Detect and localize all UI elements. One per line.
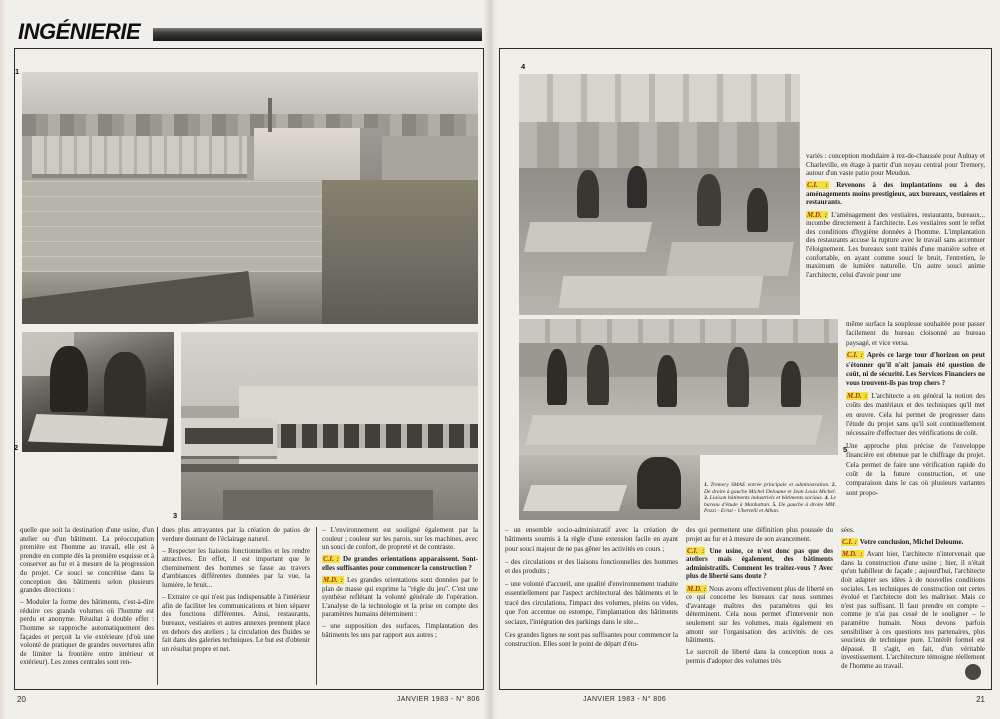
- body-text: des qui permettent une définition plus poussée du projet au fur et à mesure de son avancement.: [686, 526, 833, 543]
- caption-number: 3.: [704, 495, 709, 502]
- photo-3-building-link: [181, 332, 478, 520]
- column-rule: [316, 527, 317, 685]
- photo-texture: [547, 349, 567, 405]
- qa-label-ci: C.I. :: [807, 181, 828, 190]
- question-text: Après ce large tour d'horizon on peut s'étonner qu'il n'ait jamais été question de coût, ni de sécurité. Les Services Financiers ne vous trouvent-ils pas trop chers ?: [846, 351, 985, 388]
- paragraph: [686, 526, 833, 543]
- photo-1-aerial-site: [22, 72, 478, 324]
- header-bar: [153, 28, 482, 41]
- paragraph: [505, 558, 678, 577]
- article-column-right-C: [841, 526, 985, 688]
- body-text: variés : conception modulaire à rez-de-chaussée pour Aulnay et Charleville, en étage à partir d'un noyau central pour Tremery, autour d'un vaste patio pour Meudon.: [806, 152, 985, 178]
- photo-label-5: 5: [843, 445, 848, 454]
- photo-texture: [525, 415, 822, 445]
- question-text: Votre conclusion, Michel Deloume.: [859, 538, 964, 547]
- photo-texture: [666, 242, 794, 276]
- paragraph: [806, 152, 985, 178]
- paragraph: [841, 550, 985, 670]
- photo-texture: [181, 464, 478, 472]
- paragraph: [841, 538, 985, 547]
- qa-label-md: M.D. :: [847, 392, 868, 401]
- photo-texture: [747, 188, 768, 232]
- paragraph: [846, 320, 985, 348]
- body-text: Ces grandes lignes ne sont pas suffisantes pour commencer la construction. Elles sont le point de départ d'étu-: [505, 630, 678, 648]
- photo-texture: [727, 347, 749, 407]
- page-number-right: 21: [976, 695, 985, 704]
- article-column-right-A: [505, 526, 678, 688]
- caption-number: 1.: [704, 482, 709, 488]
- caption-text: De droite à gauche Michel Deloume et Jean Louis Michel.: [704, 488, 836, 495]
- body-text: même surface la souplesse souhaitée pour passer facilement du bureau cloisonné au bureau paysagé, et vice versa.: [846, 320, 985, 347]
- answer-text: L'aménagement des vestiaires, restaurants, bureaux... incombe directement à l'architecte. Les vestiaires sont le reflet des conditions d'hygiène données à l'homme. L'implantation des restaurants accuse la rupture avec le travail sans accentuer l'éloignement. Les bureaux sont traités d'une manière sobre et confortable, en ayant comme souci le bruit, l'entretien, le maximum de lumière naturelle. Un autre souci anime l'architecte, celui d'avoir pour une: [806, 210, 985, 279]
- question-text: Revenons à des implantations ou à des aménagements moins prestigieux, aux bureaux, vestiaires et restaurants.: [806, 181, 985, 207]
- scan-edge: [0, 0, 6, 719]
- paragraph: [322, 526, 478, 552]
- photo-texture: [519, 319, 838, 343]
- body-text: – L'environnement est souligné également par la couleur ; couleur sur les parois, sur les machines, avec un souci de confort, de propreté et de contraste.: [322, 526, 478, 552]
- body-text: Une approche plus précise de l'enveloppe financière est obtenue par le chiffrage du projet. Cela permet de faire une vérification rapide du coût de la future construction, et une comparaison dans le cas où plusieurs variantes sont propo-: [846, 442, 985, 497]
- issue-line-right: JANVIER 1983 - N° 806: [583, 696, 667, 703]
- photo-texture: [50, 346, 88, 412]
- paragraph: [322, 555, 478, 572]
- body-text: – une supposition des surfaces, l'implantation des bâtiments les uns par rapport aux autres ;: [322, 622, 478, 640]
- photo-texture: [657, 355, 677, 407]
- qa-label-ci: C.I. :: [842, 538, 857, 547]
- caption-number: 4.: [824, 495, 829, 502]
- photo-texture: [587, 345, 609, 405]
- paragraph: [162, 593, 310, 653]
- photo-texture: [254, 128, 382, 180]
- caption-number: 2.: [831, 482, 836, 488]
- answer-text: Les grandes orientations sont données par le plan de masse qui exprime la "règle du jeu". C'est une synthèse reflétant la volonté générale de l'opération. L'analyse de la technologie et la prise en compte des paramètres humains déterminent :: [322, 575, 478, 619]
- photo-texture: [223, 490, 433, 520]
- body-text: sées.: [841, 526, 855, 534]
- photo-texture: [519, 122, 800, 168]
- photo-5-office-lower: [519, 455, 700, 520]
- article-column-left-1: [20, 526, 154, 688]
- body-text: – Moduler la forme des bâtiments, c'est-à-dire réduire ces grands volumes où l'homme est perdu et anonyme. Résultat à double effet : l'homme se rapproche automatiquement des façades et perçoit la vie extérieure (d'où une volonté de pratiquer de grandes ouvertures afin de limiter la frontière entre intérieur et extérieur). Les zones centrales sont ren-: [20, 598, 154, 667]
- photo-texture: [559, 276, 763, 308]
- body-text: – une volonté d'accueil, une qualité d'environnement traduite essentiellement par l'aspect architectural des bâtiments et le tracé des circulations, l'impact des volumes, pleins ou vides, que l'on accentue ou estompe, l'implantation des bâtiments sociaux, l'intégration des parkings dans le site...: [505, 580, 678, 626]
- caption-number: 5.: [772, 501, 777, 508]
- article-column-right-B: [686, 526, 833, 688]
- body-text: – Respecter les liaisons fonctionnelles et les rendre attractives. En effet, il est important que le cheminement des hommes se fasse au travers d'ambiances différentes données par la vue, la lumière, le bruit...: [162, 546, 310, 590]
- photo-4-office: [519, 74, 800, 315]
- column-rule: [157, 527, 158, 685]
- paragraph: [20, 598, 154, 667]
- photo-texture: [322, 180, 478, 324]
- body-text: quelle que soit la destination d'une usine, d'un atelier ou d'un bâtiment. La préoccupation première est l'homme au travail, elle est à prendre en compte dès la première esquisse et à conserver au fur et à mesure de la progression du projet. Ce souci se concrétise dans la conception des bâtiments selon plusieurs grandes directions :: [20, 526, 154, 595]
- paragraph: [505, 526, 678, 554]
- photo-label-2: 2: [14, 443, 19, 452]
- photo-texture: [781, 361, 801, 407]
- paragraph: [505, 631, 678, 650]
- paragraph: [322, 622, 478, 639]
- photo-texture: [22, 72, 478, 114]
- qa-label-md: M.D. :: [842, 550, 863, 559]
- qa-label-ci: C.I. :: [323, 555, 340, 564]
- paragraph: [846, 442, 985, 498]
- caption-text: Liaison bâtiments industriels et bâtiments sociaux.: [709, 495, 824, 502]
- body-text: – Extraire ce qui n'est pas indispensable à l'intérieur afin de faciliter les communications et bien séparer des fonctions différentes. Ainsi, restaurants, bureaux, vestiaires et autres annexes prennent place en dehors des ateliers ; la circulation des fluides se fait dans des galeries techniques. Le but est d'obtenir un résultat propre et net.: [162, 593, 310, 653]
- page-number-left: 20: [17, 695, 26, 704]
- photo-texture: [22, 180, 322, 272]
- photo-texture: [268, 98, 272, 132]
- photo-texture: [627, 166, 647, 208]
- paragraph: [162, 526, 310, 543]
- body-text: dues plus attrayantes par la création de patios de verdure donnant de l'éclairage naturel.: [162, 526, 310, 543]
- paragraph: [841, 526, 985, 535]
- paragraph: [686, 648, 833, 665]
- photo-texture: [523, 485, 627, 511]
- paragraph: [505, 580, 678, 627]
- paragraph: [806, 211, 985, 280]
- qa-label-md: M.D. :: [687, 584, 707, 593]
- page-gutter-shadow: [483, 0, 500, 719]
- photo-texture: [524, 222, 652, 252]
- body-text: – un ensemble socio-administratif avec la création de bâtiments soumis à la règle d'une extension facile en ayant pour souci majeur de ne pas gêner les activités en cours ;: [505, 526, 678, 553]
- article-column-left-3: [322, 526, 478, 688]
- end-of-article-mark: [965, 664, 981, 680]
- paragraph: [846, 351, 985, 388]
- qa-label-ci: C.I. :: [847, 351, 864, 360]
- photo-texture: [185, 428, 273, 444]
- paragraph: [162, 547, 310, 590]
- paragraph: [846, 392, 985, 438]
- photo-texture: [104, 352, 146, 416]
- section-title: INGÉNIERIE: [18, 19, 141, 44]
- answer-text: L'architecte a en général la notion des coûts des matériaux et des techniques qu'il met en œuvre. Cela lui permet de progresser dans l'étude du projet sans qu'il soit continuellement nécessaire d'effectuer des vérifications de coût.: [846, 392, 985, 438]
- photo-texture: [519, 74, 800, 122]
- paragraph: [20, 526, 154, 595]
- article-column-left-2: [162, 526, 310, 688]
- issue-line-left: JANVIER 1983 - N° 806: [396, 696, 480, 703]
- paragraph: [322, 576, 478, 619]
- photo-texture: [697, 174, 721, 226]
- paragraph: [686, 547, 833, 581]
- answer-text: Avant hier, l'architecte n'intervenait que dans la construction d'une usine ; hier, il n'était qu'un habilleur de façade ; aujourd'hui, l'architecte doit adapter ses idées à de nouvelles conditions sociales. Les techniques de construction ont certes évolué et l'architecte doit les maîtriser. Mais ce n'est pas suffisant. Il faut prendre en compte – comme je n'ai pas cessé de le souligner – le paramètre humain. Nous devons parfois sensibiliser à ces questions nos partenaires, plus soucieux de technique pure. L'intérêt formel est dépassé. Il s'agit, en fait, d'un véritable investissement. L'architecture témoigne réellement de l'homme au travail.: [841, 550, 985, 670]
- photo-label-3: 3: [173, 511, 178, 520]
- caption-text: Le bureau d'étude à Manhattan.: [704, 495, 836, 508]
- caption-text: De gauche à droite MM. Pozzi - Ernst - Ubertelli et Alban.: [704, 501, 836, 515]
- answer-text: Nous avons effectivement plus de liberté en ce qui concerne les bureaux car nous sommes d'avantage maîtres des paramètres qui les déterminent. Cela nous permet d'intervenir non seulement sur les volumes, mais également en amont sur l'organisation des activités de ces bâtiments.: [686, 584, 833, 645]
- question-text: Une usine, ce n'est donc pas que des ateliers mais également, des bâtiments administratifs. Comment les traitez-vous ? Avec plus de liberté sans doute ?: [686, 546, 833, 581]
- qa-label-md: M.D. :: [807, 210, 828, 219]
- caption-text: Tremery SMAE entrée principale et administration.: [710, 482, 830, 488]
- qa-label-ci: C.I. :: [687, 546, 705, 555]
- photo-texture: [28, 414, 168, 446]
- article-column-right-strip-top: [806, 152, 985, 318]
- photo-label-4: 4: [521, 62, 526, 71]
- photo-texture: [32, 136, 247, 178]
- photo-texture: [577, 170, 599, 218]
- article-column-right-strip-mid: [846, 320, 985, 523]
- body-text: Le surcroît de liberté dans la conception nous a permis d'adopter des volumes très: [686, 648, 833, 665]
- qa-label-md: M.D. :: [323, 575, 344, 584]
- photo-caption: [704, 482, 836, 526]
- photo-texture: [637, 457, 681, 509]
- photo-2-drafting-table: [22, 332, 174, 452]
- photo-label-1: 1: [15, 67, 20, 76]
- paragraph: [686, 585, 833, 645]
- photo-5-office-wide: [519, 319, 838, 455]
- photo-texture: [22, 114, 478, 136]
- paragraph: [806, 181, 985, 207]
- question-text: De grandes orientations apparaissent. Sont-elles suffisantes pour commencer la construction ?: [322, 555, 478, 572]
- body-text: – des circulations et des liaisons fonctionnelles des hommes et des produits ;: [505, 557, 678, 576]
